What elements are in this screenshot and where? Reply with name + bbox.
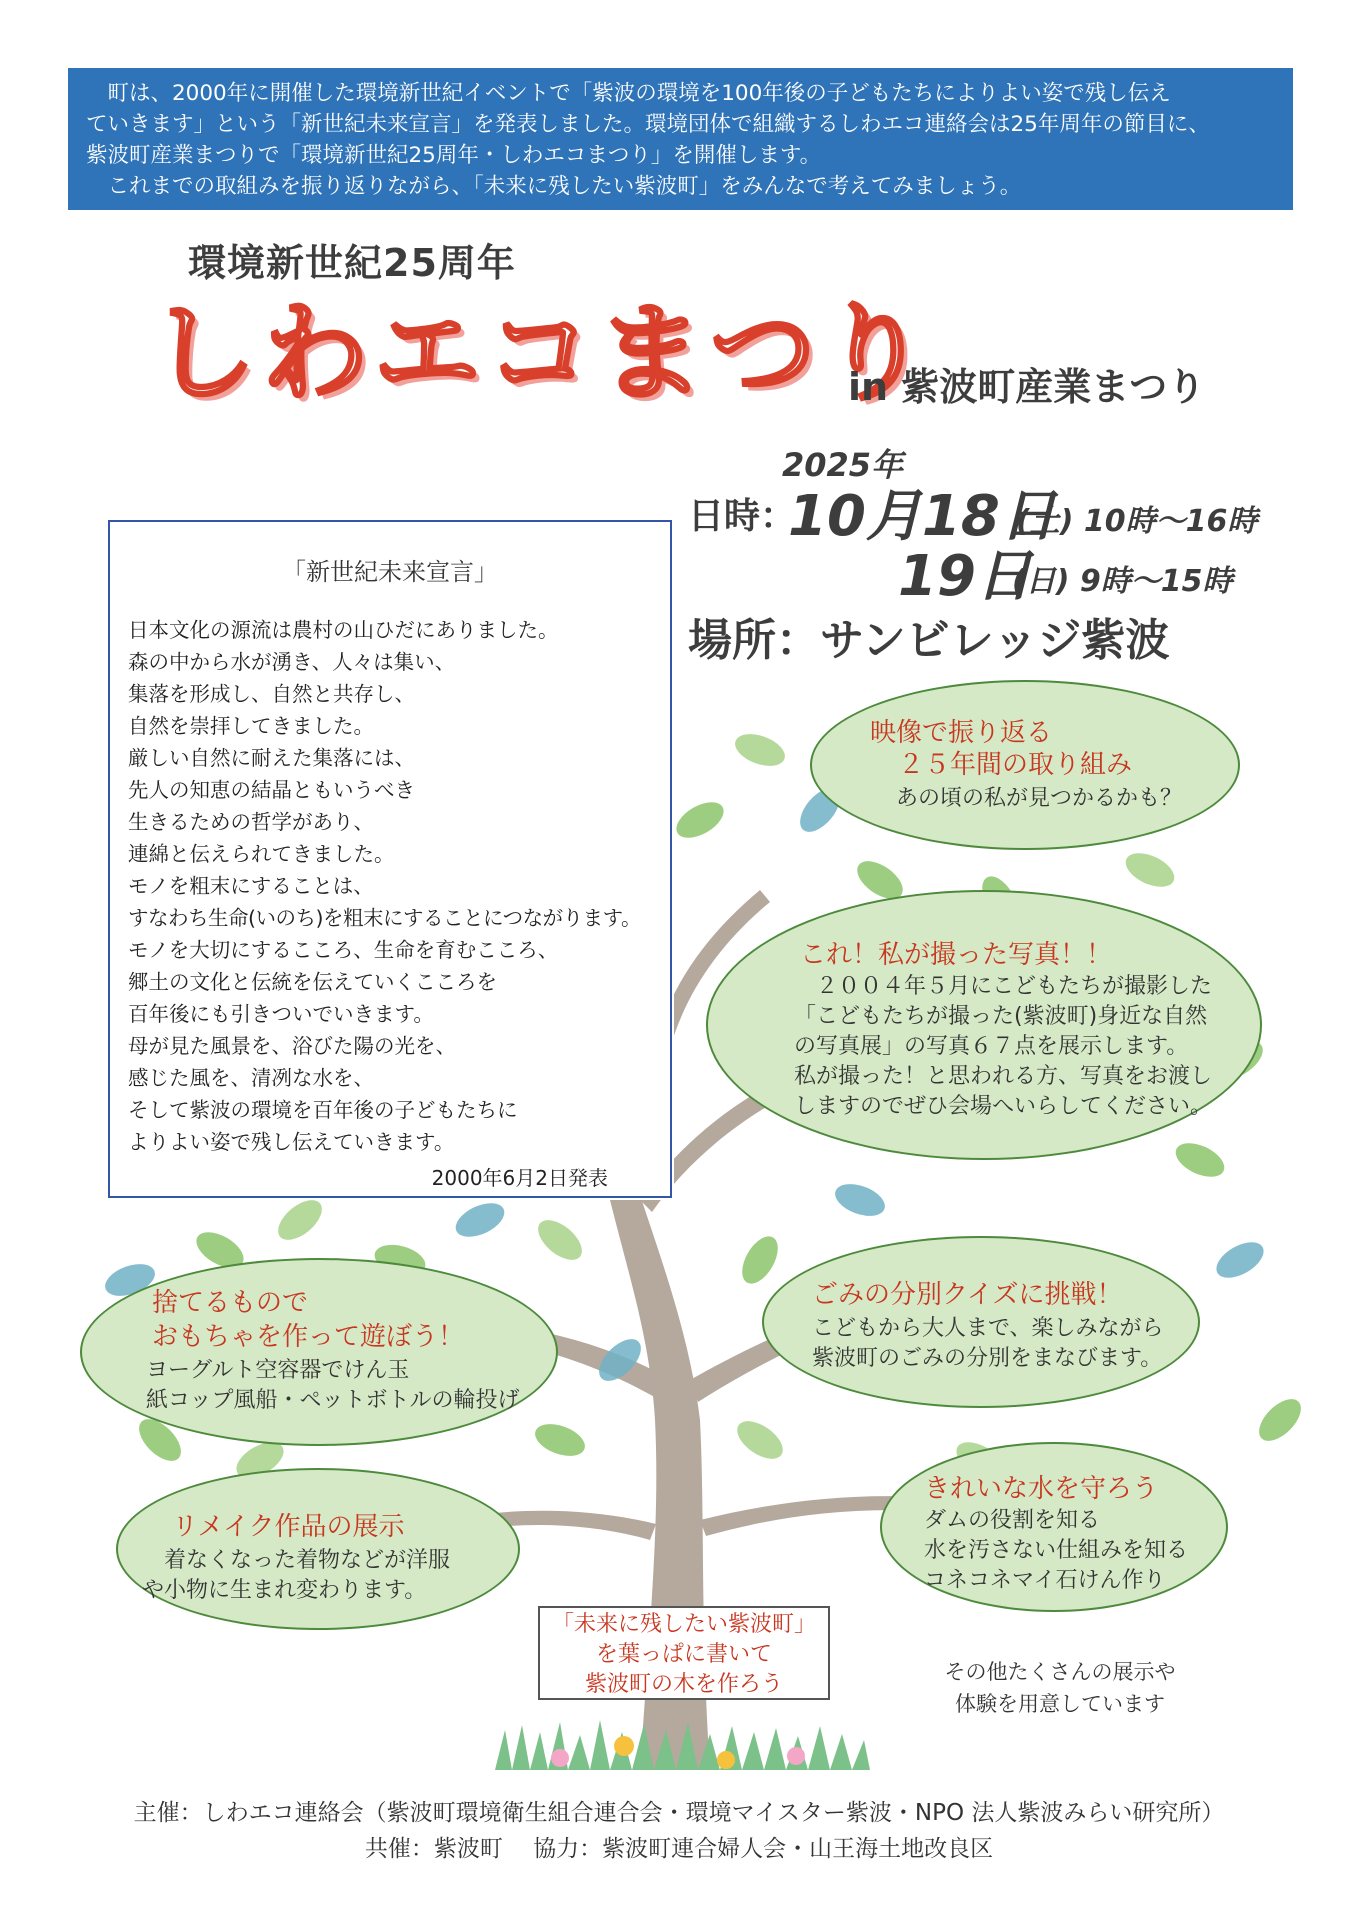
bubble-title: リメイク作品の展示: [172, 1512, 405, 1542]
event-subtitle: 環境新世紀25周年: [188, 241, 516, 285]
intro-line: これまでの取組みを振り返りながら、「未来に残したい紫波町」をみんなで考えてみましょう。: [107, 174, 1022, 199]
declaration-line: 厳しい自然に耐えた集落には、: [128, 746, 415, 770]
note-line: を葉っぱに書いて: [595, 1642, 772, 1667]
bubble-body-line: こどもから大人まで、楽しみながら: [812, 1316, 1164, 1341]
bubble-title: 捨てるもので: [152, 1288, 309, 1318]
date-label: 日時：: [688, 496, 797, 537]
bubble-video-retrospective: [810, 680, 1240, 850]
event-day2: 19日: [898, 544, 1032, 609]
declaration-line: 感じた風を、清冽な水を、: [128, 1066, 374, 1090]
other-exhibits-text: [920, 1656, 1200, 1720]
cosponsor-credit: 共催：紫波町 協力：紫波町連合婦人会・山王海土地改良区: [364, 1836, 994, 1862]
event-place: 場所：サンビレッジ紫波: [688, 615, 1170, 666]
event-year: 2025年: [782, 446, 904, 484]
extra-line: その他たくさんの展示や: [944, 1660, 1176, 1684]
declaration-line: モノを粗末にすることは、: [128, 874, 374, 898]
bubble-body-line: 紙コップ風船・ペットボトルの輪投げ: [146, 1388, 520, 1413]
bubble-body-line: 「こどもたちが撮った(紫波町)身近な自然: [794, 1004, 1208, 1029]
declaration-date: 2000年6月2日発表: [431, 1166, 608, 1190]
bubble-title: 映像で振り返る: [870, 718, 1053, 748]
event-day1-time: (土) 10時～16時: [1016, 504, 1258, 539]
bubble-title: ごみの分別クイズに挑戦！: [812, 1280, 1123, 1310]
declaration-line: 自然を崇拝してきました。: [128, 714, 374, 738]
bubble-clean-water: [880, 1442, 1228, 1612]
event-day1: 10月18日: [788, 484, 1056, 549]
leaf-writing-note: [538, 1606, 830, 1700]
bubble-sorting-quiz: [762, 1236, 1200, 1408]
bubble-title: これ！私が撮った写真！！: [800, 940, 1113, 970]
declaration-line: 日本文化の源流は農村の山ひだにありました。: [128, 618, 559, 642]
bubble-body-line: や小物に生まれ変わります。: [142, 1578, 427, 1603]
event-title-suffix: in 紫波町産業まつり: [848, 365, 1206, 409]
declaration-line: 集落を形成し、自然と共存し、: [128, 682, 415, 706]
declaration-line: モノを大切にするこころ、生命を育むこころ、: [128, 938, 559, 962]
declaration-line: 郷土の文化と伝統を伝えていくこころを: [128, 970, 497, 994]
bubble-body-line: コネコネマイ石けん作り: [924, 1568, 1166, 1593]
declaration-line: 先人の知恵の結晶ともいうべき: [128, 778, 415, 802]
declaration-line: 百年後にも引きついでいきます。: [128, 1002, 434, 1026]
declaration-line: 森の中から水が湧き、人々は集い、: [128, 650, 456, 674]
bubble-body-line: 着なくなった着物などが洋服: [142, 1548, 451, 1573]
organizer-credit: 主催：しわエコ連絡会（紫波町環境衛生組合連合会・環境マイスター紫波・NPO 法人紫波みらい研究所）: [133, 1800, 1225, 1826]
bubble-body-line: 水を汚さない仕組みを知る: [924, 1538, 1189, 1563]
declaration-line: そして紫波の環境を百年後の子どもたちに: [128, 1098, 518, 1122]
bubble-title: ２５年間の取り組み: [898, 750, 1133, 780]
bubble-toy-making: [80, 1258, 558, 1446]
intro-banner: [68, 68, 1293, 210]
declaration-title: 「新世紀未来宣言」: [282, 558, 498, 586]
declaration-box: [108, 520, 672, 1198]
bubble-body-line: の写真展」の写真６７点を展示します。: [794, 1034, 1189, 1059]
bubble-body-line: しますのでぜひ会場へいらしてください。: [794, 1094, 1213, 1119]
intro-line: ていきます」という「新世紀未来宣言」を発表しました。環境団体で組織するしわエコ連絡会は25年周年の節目に、: [86, 112, 1210, 137]
declaration-line: 生きるための哲学があり、: [128, 810, 374, 834]
declaration-line: すなわち生命(いのち)を粗末にすることにつながります。: [128, 906, 641, 930]
event-title: しわエコまつり: [150, 292, 934, 415]
declaration-line: 母が見た風景を、浴びた陽の光を、: [128, 1034, 456, 1058]
declaration-line: 連綿と伝えられてきました。: [128, 842, 395, 866]
note-line: 紫波町の木を作ろう: [584, 1672, 783, 1697]
note-line: 「未来に残したい紫波町」: [551, 1612, 816, 1637]
declaration-body: [128, 614, 641, 1158]
bubble-body: あの頃の私が見つかるかも？: [896, 786, 1183, 811]
bubble-remake-exhibit: [116, 1468, 520, 1630]
bubble-body-line: ２００４年５月にこどもたちが撮影した: [794, 974, 1213, 999]
bubble-photo-exhibit: [706, 890, 1262, 1160]
intro-line: 紫波町産業まつりで「環境新世紀25周年・しわエコまつり」を開催します。: [86, 143, 822, 168]
event-day2-time: (日) 9時～15時: [1012, 564, 1233, 599]
bubble-title: きれいな水を守ろう: [924, 1474, 1159, 1504]
bubble-body-line: 私が撮った！と思われる方、写真をお渡し: [794, 1064, 1213, 1089]
bubble-body-line: ダムの役割を知る: [924, 1508, 1101, 1533]
intro-line: 町は、2000年に開催した環境新世紀イベントで「紫波の環境を100年後の子どもたちによりよい姿で残し伝え: [107, 81, 1171, 106]
declaration-line: よりよい姿で残し伝えていきます。: [128, 1130, 455, 1154]
bubble-body-line: 紫波町のごみの分別をまなびます。: [812, 1346, 1163, 1371]
bubble-body-line: ヨーグルト空容器でけん玉: [146, 1358, 410, 1383]
bubble-title: おもちゃを作って遊ぼう！: [152, 1322, 465, 1352]
extra-line: 体験を用意しています: [955, 1692, 1165, 1716]
